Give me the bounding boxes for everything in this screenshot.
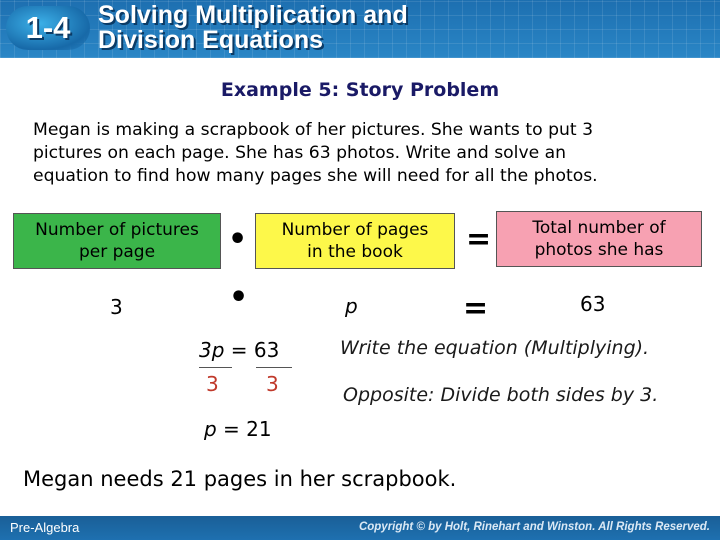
- multiply-dot: •: [228, 222, 248, 257]
- copyright-text: Copyright © by Holt, Rinehart and Winston. All Rights Reserved.: [358, 521, 710, 533]
- example-title: Example 5: Story Problem: [220, 79, 500, 101]
- lesson-title: [98, 3, 518, 53]
- lesson-number: 1-4: [6, 6, 90, 50]
- divisor-left: 3: [206, 372, 219, 396]
- lesson-header: [0, 0, 720, 58]
- equation-right: = 63: [224, 338, 280, 362]
- total-photos-box: Total number of photos she has: [496, 211, 702, 267]
- divisor-right: 3: [266, 372, 279, 396]
- result-right: = 21: [216, 417, 272, 441]
- equation-variable: 3p: [199, 338, 225, 362]
- conclusion-text: Megan needs 21 pages in her scrapbook.: [23, 467, 457, 491]
- lesson-title-line1: Solving Multiplication and: [98, 1, 408, 29]
- equals-sign: =: [466, 222, 492, 257]
- pictures-per-page-box: Number of pictures per page: [13, 213, 221, 269]
- footer-bar: [0, 516, 720, 540]
- lesson-title-line2: Division Equations: [98, 26, 324, 54]
- result-line: [204, 417, 272, 441]
- numeric-equals-sign: =: [463, 291, 489, 326]
- term-p: p: [345, 294, 358, 318]
- problem-text: Megan is making a scrapbook of her pictures. She wants to put 3 pictures on each page. She has 63 photos. Write and solve an equation to find how many pages she will need for all the photos.: [33, 120, 598, 186]
- term-63: 63: [580, 292, 606, 316]
- divide-line-left: [199, 367, 232, 368]
- result-variable: p: [204, 417, 217, 441]
- course-label: Pre-Algebra: [10, 520, 80, 535]
- divide-note: Opposite: Divide both sides by 3.: [343, 384, 659, 406]
- divide-line-right: [256, 367, 292, 368]
- numeric-multiply-dot: •: [229, 280, 249, 315]
- pages-in-book-box: Number of pages in the book: [255, 213, 455, 269]
- term-3: 3: [110, 295, 123, 319]
- equation-note: Write the equation (Multiplying).: [340, 337, 650, 359]
- equation-line: [199, 338, 279, 362]
